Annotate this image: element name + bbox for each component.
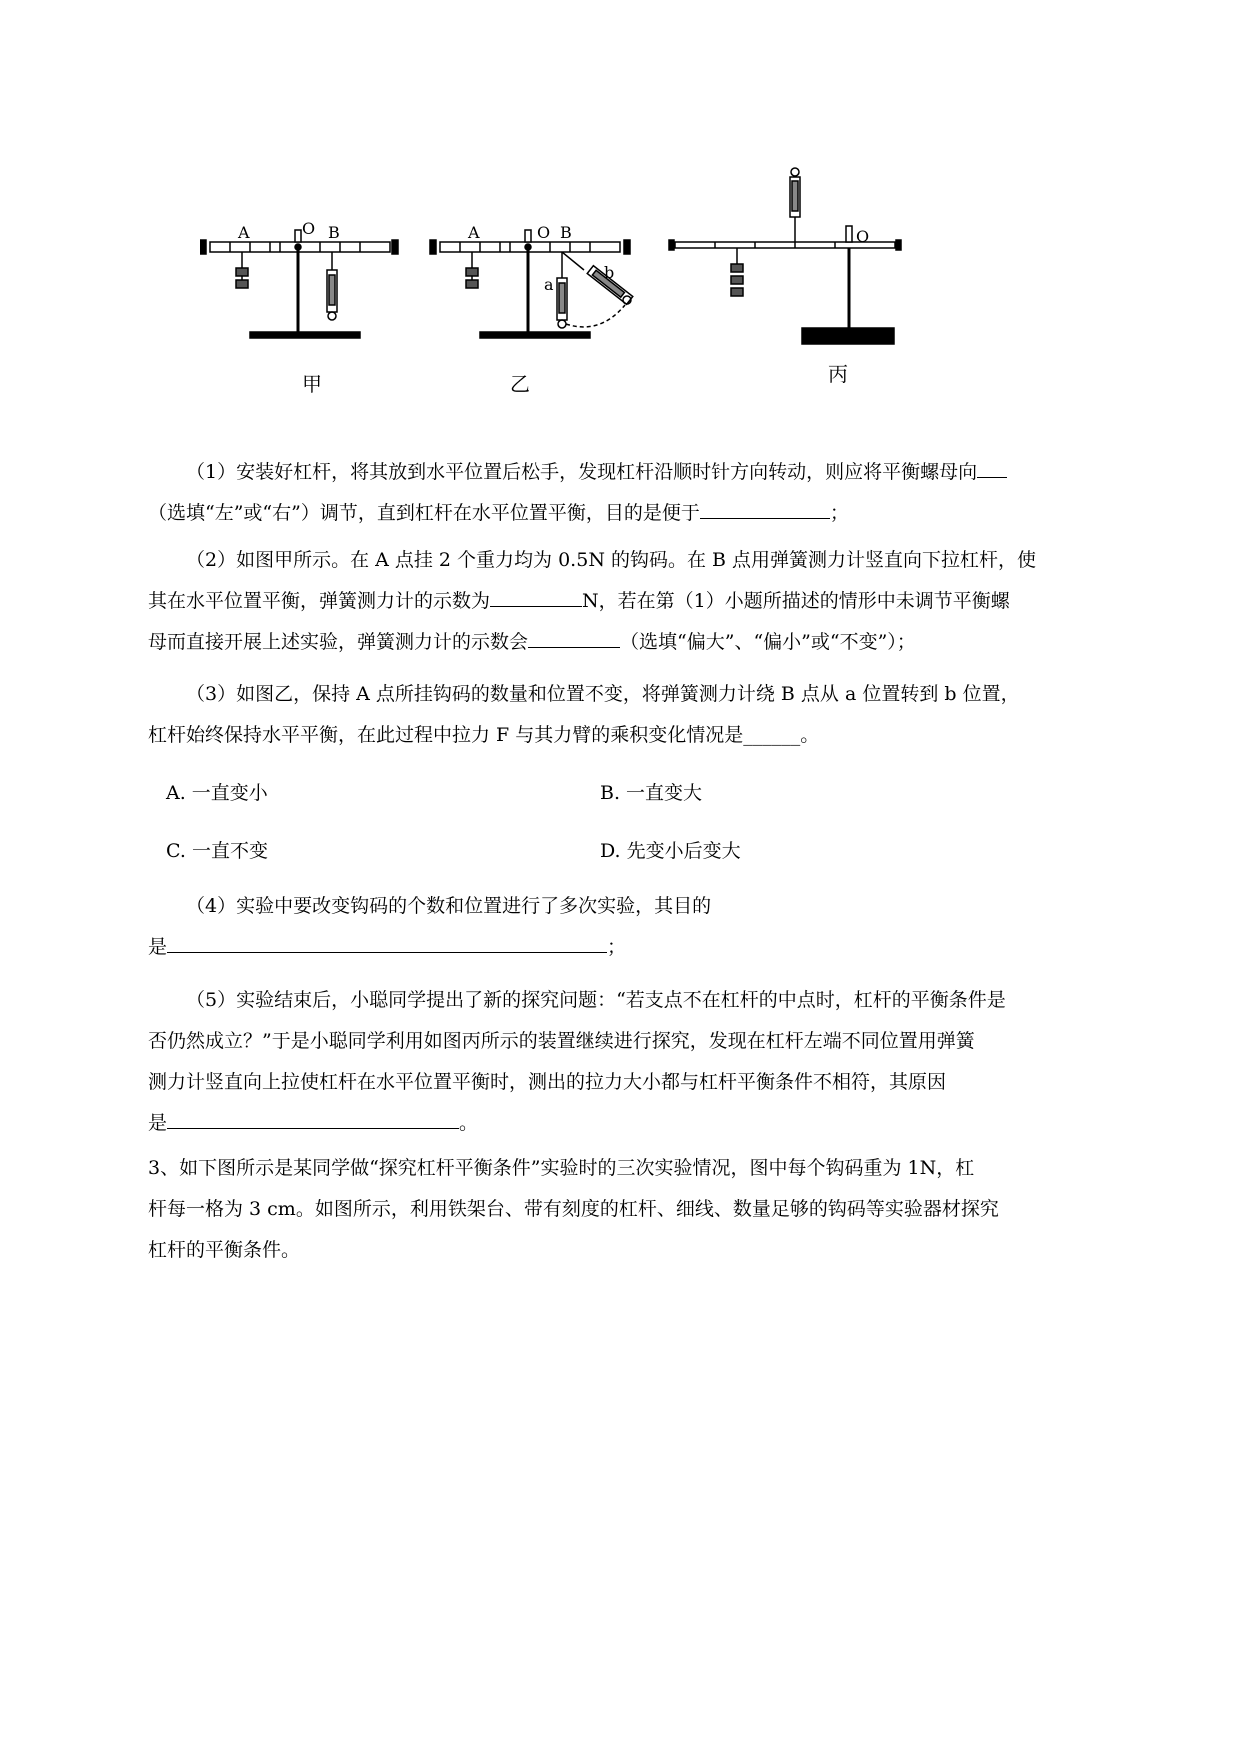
q3-option-c[interactable]: C. 一直不变 (166, 840, 268, 862)
label-O-yi: O (537, 223, 551, 242)
q5-line2: 否仍然成立？”于是小聪同学利用如图丙所示的装置继续进行探究，发现在杠杆左端不同位置用弹簧 (148, 1030, 975, 1052)
lever-diagram (200, 160, 1020, 400)
question-2 (148, 540, 1148, 663)
figure-caption-bing: 丙 (828, 362, 848, 386)
q5-line4a: 是 (148, 1112, 168, 1134)
q2-blank-change[interactable] (528, 625, 620, 648)
label-a: a (544, 275, 554, 294)
q1-line1: （1）安装好杠杆，将其放到水平位置后松手，发现杠杆沿顺时针方向转动，则应将平衡螺母向 (186, 461, 978, 483)
q3-option-d[interactable]: D. 先变小后变大 (600, 840, 741, 862)
q2-line3b: （选填“偏大”、“偏小”或“不变”）； (620, 631, 916, 653)
q3-option-b[interactable]: B. 一直变大 (600, 782, 703, 804)
q4-end: ； (607, 936, 627, 958)
q1-line2: （选填“左”或“右”）调节，直到杠杆在水平位置平衡，目的是便于 (148, 502, 700, 524)
setup-bing (669, 168, 901, 344)
setup-yi (430, 230, 633, 338)
q1-end: ； (829, 502, 849, 524)
q6-line1: 3、如下图所示是某同学做“探究杠杆平衡条件”实验时的三次实验情况，图中每个钩码重为 1N，杠 (148, 1157, 975, 1179)
q5-blank-reason[interactable] (167, 1106, 459, 1129)
q6-line3: 杠杆的平衡条件。 (148, 1239, 301, 1261)
label-B-yi: B (560, 223, 572, 242)
q3-option-a[interactable]: A. 一直变小 (166, 782, 268, 804)
q3-line1: （3）如图乙，保持 A 点所挂钩码的数量和位置不变，将弹簧测力计绕 B 点从 a 位置转到 b 位置， (186, 683, 1020, 705)
label-O-jia: O (302, 219, 316, 238)
label-A-yi: A (468, 223, 480, 242)
question-4 (148, 886, 1148, 968)
q5-line1: （5）实验结束后，小聪同学提出了新的探究问题：“若支点不在杠杆的中点时，杠杆的平衡条件是 (186, 989, 1006, 1011)
q5-line3: 测力计竖直向上拉使杠杆在水平位置平衡时，测出的拉力大小都与杠杆平衡条件不相符，其原因 (148, 1071, 947, 1093)
q1-blank-direction[interactable] (977, 455, 1007, 478)
q2-blank-reading[interactable] (490, 584, 582, 607)
q4-line1: （4）实验中要改变钩码的个数和位置进行了多次实验，其目的 (186, 895, 712, 917)
label-B-jia: B (328, 223, 340, 242)
lever-figure (200, 160, 1020, 400)
q4-line2a: 是 (148, 936, 168, 958)
q5-end: 。 (459, 1112, 479, 1134)
label-A-jia: A (238, 223, 250, 242)
setup-jia (200, 230, 398, 338)
q2-line2b: N，若在第（1）小题所描述的情形中未调节平衡螺 (582, 590, 1010, 612)
q4-blank-purpose[interactable] (167, 930, 607, 953)
question-5 (148, 980, 1148, 1144)
label-b: b (604, 263, 615, 282)
figure-caption-yi: 乙 (510, 372, 530, 396)
question-1 (148, 452, 1148, 534)
question-3 (148, 674, 1148, 756)
q3-line2: 杠杆始终保持水平平衡，在此过程中拉力 F 与其力臂的乘积变化情况是______。 (148, 724, 820, 746)
q2-line1: （2）如图甲所示。在 A 点挂 2 个重力均为 0.5N 的钩码。在 B 点用弹簧测力计竖直向下拉杠杆，使 (186, 549, 1037, 571)
question-3-intro (148, 1148, 1148, 1271)
q2-line2a: 其在水平位置平衡，弹簧测力计的示数为 (148, 590, 491, 612)
q1-blank-purpose[interactable] (700, 496, 830, 519)
q2-line3a: 母而直接开展上述实验，弹簧测力计的示数会 (148, 631, 529, 653)
label-O-bing: O (856, 227, 870, 246)
figure-caption-jia: 甲 (302, 372, 322, 396)
q6-line2: 杆每一格为 3 cm。如图所示，利用铁架台、带有刻度的杠杆、细线、数量足够的钩码等实验器材探究 (148, 1198, 999, 1220)
